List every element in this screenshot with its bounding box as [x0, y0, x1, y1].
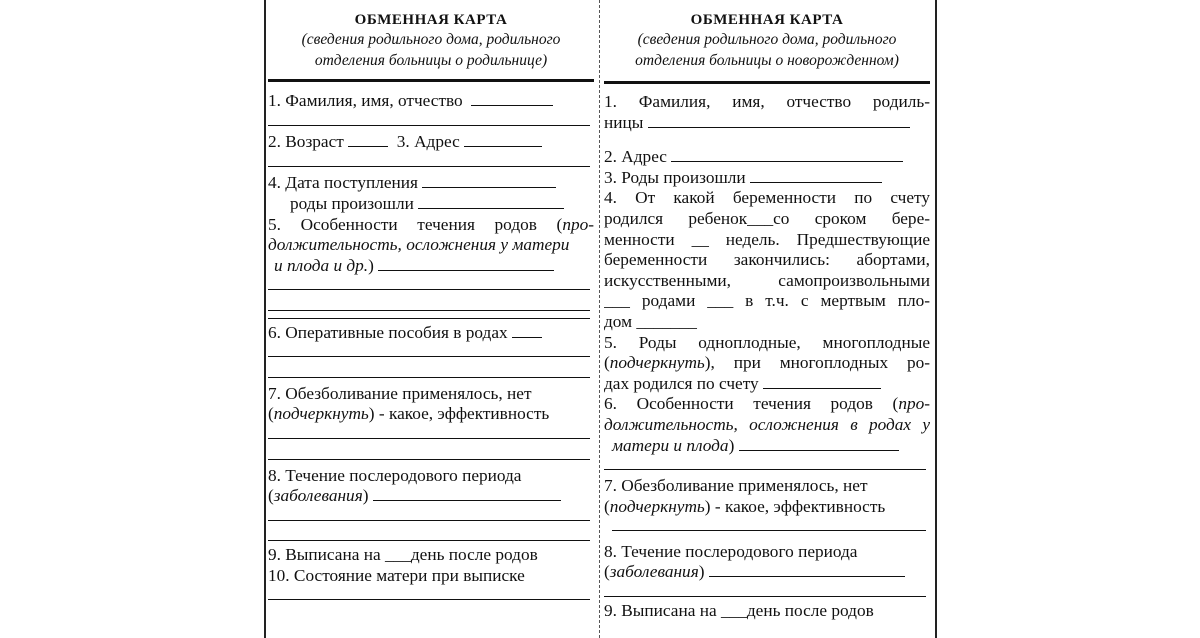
newborn-card	[604, 0, 930, 621]
field-postpartum-course: 8. Течение послеродового периода	[268, 465, 522, 485]
field-anesthesia: 7. Обезболивание применялось, нет	[604, 476, 868, 496]
blank-line	[268, 507, 594, 528]
blank-line	[268, 527, 594, 541]
mother-card-title: ОБМЕННАЯ КАРТА	[354, 12, 508, 28]
mother-card-subtitle-line1: (сведения родильного дома, родильного	[301, 31, 561, 48]
newborn-card-header	[604, 12, 930, 71]
mother-card	[268, 0, 594, 585]
field-birth-type: 5. Роды одноплодные, многоплодные	[604, 332, 930, 352]
blank-line	[268, 112, 594, 133]
blank-line	[268, 343, 594, 364]
address-blank	[464, 132, 542, 147]
mother-card-subtitle-line2: отделения больницы о родильнице)	[314, 52, 548, 69]
blank-line	[268, 153, 594, 174]
left-frame-border	[264, 0, 266, 638]
blank-line	[268, 364, 594, 378]
admission-date-blank	[422, 173, 556, 188]
header-rule	[268, 79, 594, 82]
blank-line	[604, 517, 930, 538]
field-mother-name: 1. Фамилия, имя, отчество родиль-	[604, 92, 930, 111]
field-labor-features: 6. Особенности течения родов (про-	[604, 394, 930, 414]
field-age-address: 2. Возраст 3. Адрес	[268, 132, 594, 153]
field-postpartum-diseases: (заболевания)	[268, 486, 594, 507]
newborn-card-title: ОБМЕННАЯ КАРТА	[690, 12, 844, 28]
blank-line	[268, 276, 594, 297]
field-birth-date: 3. Роды произошли	[604, 168, 930, 189]
birth-date-blank	[418, 194, 564, 209]
full-name-blank	[471, 91, 553, 106]
field-mother-name-cont: ницы	[604, 113, 930, 134]
blank-line	[604, 583, 930, 597]
blank-line	[268, 586, 594, 607]
field-full-name: 1. Фамилия, имя, отчество	[268, 91, 594, 112]
field-pregnancy-number: 4. От какой беременности по счету	[604, 188, 930, 208]
newborn-card-subtitle-line2: отделения больницы о новорожденном)	[635, 52, 899, 69]
field-obstetric-operations: 6. Оперативные пособия в родах	[268, 323, 594, 344]
newborn-card-subtitle-line1: (сведения родильного дома, родильного	[637, 31, 897, 48]
mother-card-header	[268, 12, 594, 71]
blank-line	[268, 297, 594, 318]
blank-line	[604, 133, 930, 145]
field-birth-date: роды произошли	[268, 194, 594, 215]
right-frame-border	[935, 0, 937, 638]
blank-line	[268, 446, 594, 460]
field-labor-features: 5. Особенности течения родов (про-	[268, 214, 594, 234]
field-anesthesia-details: (подчеркнуть) - какое, эффективность	[268, 404, 550, 424]
field-discharge-day: 9. Выписана на ___день после родов	[604, 601, 874, 621]
field-admission-date: 4. Дата поступления	[268, 173, 594, 194]
header-rule	[604, 81, 930, 84]
newborn-card-fields: 1. Фамилия, имя, отчество родиль- ницы 2. Адрес 3. Роды произошли 4. От какой беременности по счету родился ребенок___со сроком бере- менности __ недель. Предшествующие беременности закончились: абортами, искусственными, самопроизвольными ___ родами ___ в т.ч. с мертвым пло- дом _______ 5. Роды одноплодные, многоплодные (подчеркнуть), при многоплодных ро- дах родился по счету 6. Особенности течения родов (про- должительность, осложнения в родах у матери и плода) 7. Обезболивание применялось, нет (подчеркнуть) - какое, эффективность 8. Течение послеродового периода (заболевания) 9. Выписана на ___день после родов	[604, 92, 930, 621]
field-discharge-day: 9. Выписана на ___день после родов	[268, 545, 538, 565]
age-blank	[348, 132, 388, 147]
field-postpartum-course: 8. Течение послеродового периода	[604, 541, 858, 561]
blank-line	[268, 425, 594, 446]
field-anesthesia: 7. Обезболивание применялось, нет	[268, 383, 532, 403]
blank-line	[604, 456, 930, 470]
labor-features-note-end: и плода и др.)	[268, 256, 594, 277]
field-mother-condition: 10. Состояние матери при выписке	[268, 565, 525, 585]
cut-line	[599, 0, 600, 638]
field-address: 2. Адрес	[604, 147, 930, 168]
mother-card-fields	[268, 91, 594, 607]
labor-features-note: должительность, осложнения у матери	[268, 235, 570, 255]
